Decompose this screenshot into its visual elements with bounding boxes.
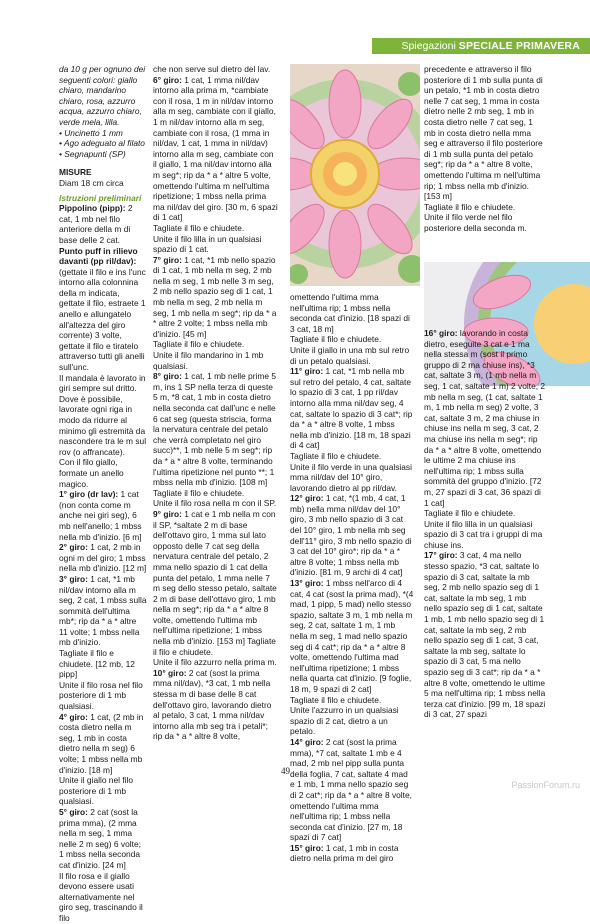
round-5-note: Il filo rosa e il giallo devono essere usati alternativamente nel giro seg, trascinando il filo xyxy=(59,870,143,923)
round-10-note: Tagliate il filo e chiudete. xyxy=(290,334,382,345)
round-3-note: Tagliate il filo e chiudete. [12 mb, 12 pipp] xyxy=(59,648,135,680)
round-7-join: Unite il filo mandarino in 1 mb qualsiasi. xyxy=(153,350,264,371)
round-15: 15° giro: 1 cat, 1 mb in costa dietro nella prima m del giro xyxy=(290,842,399,864)
header-section: Spiegazioni xyxy=(401,40,456,52)
round-11-join: Unite il filo verde in una qualsiasi mma nil/dav del 10° giro, lavorando dietro al pp ril/dav. xyxy=(290,461,412,493)
round-2: 2° giro: 1 cat, 2 mb in ogni m del giro; 1 mbss nella mb d'inizio. [12 m] xyxy=(59,542,147,574)
puff-text: Punto puff in rilievo davanti (pp ril/dav): (gettate il filo e ins l'unc intorno alla colonnina della m indicata, gettate il filo, estraete 1 anello e allungatelo all'altezza del giro corrente) 3 volte, gettate il filo e tiratelo attraverso tutti gli anelli sull'unc. xyxy=(59,245,146,373)
round-4: 4° giro: 1 cat, (2 mb in costa dietro nella m seg, 1 mb in costa dietro nella m seg) 6 volte; 1 mbss nella mb d'inizio. [18 m] xyxy=(59,711,144,775)
round-14: 14° giro: 2 cat (sost la prima mma), *7 cat, saltate 1 mb e 4 mad, 2 mb nel pipp sulla punta della foglia, 7 cat, saltate 4 mad e 1 mb, 1 mma nello spazio seg di 2 cat*; rip da * a * altre 8 volte, omettendo l'ultima mma nell'ultima rip; 1 mbss nella seconda cat d'inizio. [27 m, 18 spazi di 7 cat] xyxy=(290,736,412,843)
round-7-note: Tagliate il filo e chiudete. xyxy=(153,339,245,350)
round-16: 16° giro: lavorando in costa dietro, eseguite 3 cat e 1 ma nella stessa m (sost il primo gruppo di 2 ma chiuse ins), *3 cat, saltate 3 m, (1 mb nella m seg, 1 cat, saltate 1 m) 2 volte, 2 mb nella m seg, (1 cat, saltate 1 m, 1 mb nella m seg) 2 volte, 3 cat, saltate 3 m, 2 ma chiuse in chiuse ins nella m seg, 3 cat, 2 ma chiuse ins nella m seg*; rip da * a * altre 8 volte, omettendo le ultime 2 ma chiuse ins nell'ultima rip; 1 mbss sulla sommità del gruppo d'inizio. [72 m, 27 spazi di 3 cat, 36 spazi di 1 cat] xyxy=(424,328,546,508)
tool-markers: • Segnapunti (SP) xyxy=(59,148,126,159)
anello-text: Con il filo giallo, formate un anello magico. xyxy=(59,457,124,489)
round-9-join: Unite il filo azzurro nella prima m. xyxy=(153,657,277,668)
round-6-join: Unite il filo lilla in un qualsiasi spazio di 1 cat. xyxy=(153,233,262,255)
round-5: 5° giro: 2 cat (sost la prima mma), (2 mma nella m seg, 1 mma nelle 2 m seg) 6 volte; 1 mbss nella seconda cat d'inizio. [24 m] xyxy=(59,806,141,870)
col4-cont: precedente e attraverso il filo posteriore di 1 mb sulla punta di un petalo, *1 mb in costa dietro nelle 7 cat seg, 1 mma in costa dietro nelle 2 mb seg, 1 mb in costa dietro nelle 7 cat seg, 1 mb in costa dietro nella mma seg e attraverso il filo posteriore di 1 mb sulla punta del petalo seg*; rip da * a * altre 8 volte, omettendo l'ultima m nell'ultima rip; 1 mbss nella mb d'inizio. [153 m] xyxy=(424,64,543,202)
round-3-join: Unite il filo rosa nel filo posteriore di 1 mb qualsiasi. xyxy=(59,679,143,712)
round-13-join: Unite l'azzurro in un qualsiasi spazio di 2 cat, dietro a un petalo. xyxy=(290,705,399,737)
round-15-join: Unite il filo verde nel filo posteriore della seconda m. xyxy=(424,212,527,233)
watermark: PassionForum.ru xyxy=(511,780,580,790)
misure-text: Diam 18 cm circa xyxy=(59,177,124,188)
round-8: 8° giro: 1 cat, 1 mb nelle prime 5 m, ins 1 SP nella terza di queste 5 m, *8 cat, 1 mb in costa dietro nella seconda cat dall'unc e nelle 6 cat seg (questa striscia, forma la nervatura centrale del petalo che verrà completato nel giro succ)**, 1 mb nelle 5 m seg*; rip da * a * altre 8 volte, terminando l'ultima ripetizione nel punto **; 1 mbss nella mb d'inizio. [108 m] xyxy=(153,371,276,488)
column-4-top xyxy=(424,64,546,234)
round-6-note: Tagliate il filo e chiudete. xyxy=(153,222,245,233)
round-10: 10° giro: 2 cat (sost la prima mma nil/dav), *3 cat, 1 mb nella stessa m di base delle 8 cat dell'ottavo giro, lavorando dietro al petalo, 3 cat, 1 mma nil/dav intorno alla mb seg tra i petali*; rip da * a * altre 8 volte, xyxy=(153,667,272,742)
column-4-bottom xyxy=(424,328,546,720)
round-15-note: Tagliate il filo e chiudete. xyxy=(424,201,516,212)
round-17: 17° giro: 3 cat, 4 ma nello stesso spazio, *3 cat, saltate lo spazio di 3 cat, saltate la mb seg, 2 mb nello spazio seg di 1 cat, saltate la mb seg, 1 mb nello spazio seg di 1 cat, saltate 1 mb, 1 mb nello spazio seg di 1 cat, saltate la mb seg, 2 mb nello spazio seg di 1 cat, 3 cat, saltate la mb seg, saltate lo spazio di 3 cat, 5 ma nello spazio seg di 3 cat*; rip da * a * altre 8 volte, omettendo le ultime 5 ma nell'ultima rip; 1 mbss nella terza cat d'inizio. [99 m, 18 spazi di 3 cat, 27 spazi xyxy=(424,550,546,720)
round-11: 11° giro: 1 cat, *1 mb nella mb sul retro del petalo, 4 cat, saltate lo spazio di 3 cat, 1 pp ril/dav intorno alla mma nil/dav seg, 4 cat, saltate lo spazio di 3 cat*; rip da * a * altre 8 volte, 1 mbss nella mb d'inizio. [18 m, 18 spazi di 4 cat] xyxy=(290,366,413,451)
column-2 xyxy=(153,64,279,742)
round-16-note: Tagliate il filo e chiudete. xyxy=(424,508,516,519)
header-title: SPECIALE PRIMAVERA xyxy=(458,40,580,52)
round-4-join: Unite il giallo nel filo posteriore di 1 mb qualsiasi. xyxy=(59,775,134,807)
round-3: 3° giro: 1 cat, *1 mb nil/dav intorno alla m seg, 2 cat, 1 mbss sulla sommità dell'ultima mb*; rip da * a * altre 11 volte; 1 mbss nella mb d'inizio. xyxy=(59,573,147,648)
round-8-note: Tagliate il filo e chiudete. xyxy=(153,487,245,498)
round-8-join: Unite il filo rosa nella m con il SP. xyxy=(153,498,277,509)
col2-cont: che non serve sul dietro del lav. xyxy=(153,64,271,74)
page-header xyxy=(402,40,580,52)
round-7: 7° giro: 1 cat, *1 mb nello spazio di 1 cat, 1 mb nella m seg, 2 mb nella m seg, 1 mb nelle 3 m seg, 2 mb nello spazio seg di 1 cat, 1 mb nella m seg, 2 mb nella m seg, 1 mb nella m seg*; rip da * a * altre 2 volte; 1 mbss nella mb d'inizio. [45 m] xyxy=(153,254,277,339)
round-11-note: Tagliate il filo e chiudete. xyxy=(290,450,382,461)
round-1: 1° giro (dr lav): 1 cat (non conta come m anche nei giri seg), 6 mb nell'anello; 1 mbss nella mb d'inizio. [6 m] xyxy=(59,489,142,542)
materials-text: da 10 g per ognuno dei seguenti colori: giallo chiaro, mandarino chiaro, rosa, azzurro acqua, azzurro chiaro, verde mela, lilla. xyxy=(59,64,146,127)
column-3 xyxy=(290,292,414,864)
round-13: 13° giro: 1 mbss nell'arco di 4 cat, 4 cat (sost la prima mad), *(4 mad, 1 pipp, 5 mad) nello stesso spazio, saltate 3 m, 1 mb nella m seg, 2 cat, saltate 1 m, 1 mb nella m seg, 1 mad nello spazio seg di 4 cat*; rip da * a * altre 8 volte, omettendo l'ultima mad nell'ultima ripetizione; 1 mbss nella quarta cat d'inizio. [9 foglie, 18 m, 9 spazi di 2 cat] xyxy=(290,578,414,694)
round-16-join: Unite il filo lilla in un qualsiasi spazio di 3 cat tra i gruppi di ma chiuse ins. xyxy=(424,518,543,550)
istruzioni-heading: Istruzioni preliminari xyxy=(59,192,142,203)
lavoro-text: Il mandala è lavorato in giri sempre sul dritto. Dove è possibile, lavorate ogni riga in modo da ridurre al minimo gli estremità da nascondere tra le m sul rov (o affrancate). xyxy=(59,372,147,457)
tool-needle: • Ago adeguato al filato xyxy=(59,138,145,149)
misure-heading: MISURE xyxy=(59,167,92,178)
column-1 xyxy=(59,64,147,924)
top-margin xyxy=(0,0,590,12)
round-13-note: Tagliate il filo e chiudete. xyxy=(290,694,382,705)
round-9: 9° giro: 1 cat e 1 mb nella m con il SP, *saltate 2 m di base dell'ottavo giro, 1 mma sul lato opposto delle 7 cat seg della nervatura centrale del petalo, 2 mma nello spazio di 1 cat della punta del petalo, 1 mma nelle 7 m seg dello stesso petalo, saltate 2 m di base dell'ottavo giro, 1 mb nella m seg*; rip da * a * altre 8 volte, omettendo l'ultima mb nell'ultima ripetizione; 1 mbss nella mb d'inizio. [153 m] Tagliate il filo e chiudete. xyxy=(153,508,277,657)
pippolino-text: Pippolino (pipp): 2 cat, 1 mb nel filo anteriore della m di base delle 2 cat. xyxy=(59,203,133,245)
tool-hook: • Uncinetto 1 mm xyxy=(59,127,123,138)
crochet-detail-image xyxy=(290,64,420,286)
crochet-photo-top xyxy=(290,64,420,286)
round-10-join: Unite il giallo in una mb sul retro di un petalo qualsiasi. xyxy=(290,344,410,366)
col3-cont: omettendo l'ultima mma nell'ultima rip; 1 mbss nella seconda cat d'inizio. [18 spazi di 3 cat, 18 m] xyxy=(290,292,410,334)
round-12: 12° giro: 1 cat, *(1 mb, 4 cat, 1 mb) nella mma nil/dav del 10° giro, 3 mb nello spazio di 3 cat del 10° giro, 1 mb nella mb seg dell'11° giro, 3 mb nello spazio di 3 cat del 10° giro*; rip da * a * altre 8 volte; 1 mbss nella mb d'inizio. [81 m, 9 archi di 4 cat] xyxy=(290,493,412,578)
page-number: 49 xyxy=(281,766,290,776)
round-6: 6° giro: 1 cat, 1 mma nil/dav intorno alla prima m, *cambiate con il rosa, 1 m in nil/dav intorno alla m seg, cambiate con il giallo, 1 m nil/dav intorno alla m seg, cambiate con il rosa, (1 mma in nil/dav, 1 cat, 1 mma in nil/dav) intorno alla m seg, cambiate con il giallo, 1 ma nil/dav intorno alla m seg*; rip da * a * altre 5 volte, omettendo l'ultima m nell'ultima ripetizione; 1 mbss nella prima ma nil/dav del giro. [30 m, 6 spazi di 1 cat] xyxy=(153,74,278,223)
